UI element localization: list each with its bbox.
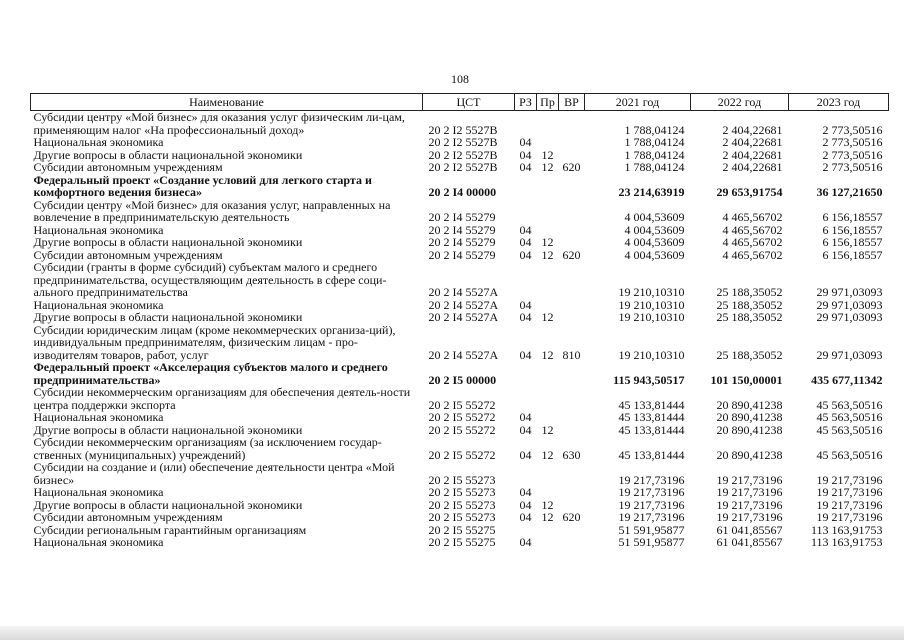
cell-name: Федеральный проект «Создание условий для легкого старта и комфортного ведения бизнеса» xyxy=(33,172,372,199)
cell-name: Субсидии юридическим лицам (кроме некоммерческих организа-ций), индивидуальным предпринимателям, физическим лицам - про-изводителям товаров, работ, услуг xyxy=(33,322,396,362)
cell-cst: 20 2 I5 55272 xyxy=(428,410,496,424)
cell-2023: 6 156,18557 xyxy=(822,235,883,249)
cell-pr xyxy=(537,174,559,199)
cell-name: Национальная экономика xyxy=(33,222,164,237)
cell-2022: 101 150,00001 xyxy=(710,372,783,387)
cell-2023: 19 217,73196 xyxy=(816,497,883,512)
header-cst: ЦСТ xyxy=(423,94,515,111)
budget-table-container xyxy=(30,93,888,549)
cell-2023: 113 163,91753 xyxy=(810,535,883,549)
cell-pr: 12 xyxy=(541,422,554,437)
cell-2022: 2 404,22681 xyxy=(722,147,783,162)
cell-cst: 20 2 I4 5527A xyxy=(428,285,499,299)
cell-2023: 45 563,50516 xyxy=(816,422,883,437)
cell-pr xyxy=(537,136,559,149)
scan-edge xyxy=(0,626,904,640)
cell-cst: 20 2 I4 55279 xyxy=(428,210,496,224)
cell-pr: 12 xyxy=(541,160,554,174)
cell-name: Субсидии автономным учреждениям xyxy=(33,160,223,174)
cell-2021: 51 591,95877 xyxy=(618,535,685,549)
cell-cst: 20 2 I5 55272 xyxy=(428,447,496,462)
cell-pr: 12 xyxy=(541,497,554,512)
cell-cst: 20 2 I5 55273 xyxy=(428,485,496,499)
header-2022: 2022 год xyxy=(691,94,789,111)
cell-rz: 04 xyxy=(519,497,532,512)
cell-2021: 4 004,53609 xyxy=(624,210,685,224)
header-pr: Пр xyxy=(537,94,559,111)
cell-cst: 20 2 I5 55275 xyxy=(428,522,496,537)
cell-2021: 1 788,04124 xyxy=(624,160,685,174)
cell-vr xyxy=(559,386,585,411)
cell-2021: 51 591,95877 xyxy=(618,522,685,537)
cell-2021: 1 788,04124 xyxy=(624,147,685,162)
cell-2021: 1 788,04124 xyxy=(624,122,685,137)
cell-cst: 20 2 I2 5527B xyxy=(428,135,498,149)
cell-pr xyxy=(537,111,559,137)
header-2023: 2023 год xyxy=(789,94,889,111)
cell-rz: 04 xyxy=(519,160,532,174)
cell-vr xyxy=(559,261,585,299)
cell-vr xyxy=(559,236,585,249)
cell-cst: 20 2 I4 55279 xyxy=(428,247,496,262)
cell-cst: 20 2 I2 5527B xyxy=(428,147,498,162)
cell-name: Субсидии центру «Мой бизнес» для оказания услуг, направленных на вовлечение в предпринимательскую деятельность xyxy=(33,197,391,224)
cell-pr: 12 xyxy=(541,347,554,362)
cell-vr xyxy=(559,536,585,549)
cell-2022: 2 404,22681 xyxy=(722,135,783,149)
cell-rz xyxy=(515,111,537,137)
cell-2022: 4 465,56702 xyxy=(722,247,783,262)
cell-cst: 20 2 I4 5527A xyxy=(428,310,499,324)
cell-rz: 04 xyxy=(519,347,532,362)
cell-name: Другие вопросы в области национальной экономики xyxy=(33,422,303,437)
cell-pr xyxy=(537,536,559,549)
cell-rz: 04 xyxy=(519,147,532,162)
cell-vr xyxy=(559,361,585,386)
cell-name: Другие вопросы в области национальной экономики xyxy=(33,310,303,324)
cell-name: Субсидии (гранты в форме субсидий) субъектам малого и среднего предпринимательства, осуществляющим деятельность в сфере соци-ального предпринимательства xyxy=(33,260,387,299)
cell-2022: 29 653,91754 xyxy=(716,185,783,199)
cell-rz xyxy=(515,361,537,386)
cell-2021: 19 210,10310 xyxy=(618,285,685,299)
cell-rz xyxy=(515,174,537,199)
cell-2022: 4 465,56702 xyxy=(722,235,783,249)
table-row xyxy=(31,111,889,137)
cell-name: Другие вопросы в области национальной экономики xyxy=(33,147,303,162)
cell-2023: 113 163,91753 xyxy=(810,522,883,537)
cell-name: Субсидии центру «Мой бизнес» для оказания услуг физическим ли-цам, применяющим налог «На профессиональный доход» xyxy=(33,110,405,137)
cell-2023: 2 773,50516 xyxy=(822,122,883,137)
cell-2023: 29 971,03093 xyxy=(816,297,883,312)
cell-vr xyxy=(559,111,585,137)
cell-vr: 630 xyxy=(562,447,581,462)
cell-2021: 19 210,10310 xyxy=(618,347,685,362)
cell-vr: 620 xyxy=(562,510,581,524)
cell-name: Национальная экономика xyxy=(33,135,164,149)
cell-vr xyxy=(559,136,585,149)
table-row xyxy=(31,386,889,411)
table-row xyxy=(31,311,889,324)
cell-2021: 19 217,73196 xyxy=(618,510,685,524)
cell-vr xyxy=(559,299,585,312)
cell-cst: 20 2 I5 55273 xyxy=(428,497,496,512)
cell-pr xyxy=(537,486,559,499)
cell-pr xyxy=(537,386,559,411)
cell-2021: 4 004,53609 xyxy=(624,235,685,249)
cell-rz: 04 xyxy=(519,535,532,549)
cell-pr: 12 xyxy=(541,247,554,262)
cell-2023: 45 563,50516 xyxy=(816,410,883,424)
cell-cst: 20 2 I2 5527B xyxy=(428,160,498,174)
cell-cst: 20 2 I4 55279 xyxy=(428,222,496,237)
cell-vr: 620 xyxy=(562,160,581,174)
cell-vr xyxy=(559,224,585,237)
table-row xyxy=(31,136,889,149)
cell-2022: 20 890,41238 xyxy=(716,410,783,424)
cell-2022: 20 890,41238 xyxy=(716,447,783,462)
cell-2022: 20 890,41238 xyxy=(716,422,783,437)
cell-rz: 04 xyxy=(519,135,532,149)
cell-2023: 19 217,73196 xyxy=(816,485,883,499)
cell-2021: 45 133,81444 xyxy=(618,422,685,437)
cell-cst: 20 2 I5 00000 xyxy=(428,372,497,387)
cell-rz xyxy=(515,386,537,411)
cell-cst: 20 2 I4 00000 xyxy=(428,185,497,199)
cell-2022: 25 188,35052 xyxy=(716,285,783,299)
cell-rz: 04 xyxy=(519,235,532,249)
cell-2021: 45 133,81444 xyxy=(618,447,685,462)
cell-name: Субсидии на создание и (или) обеспечение деятельности центра «Мой бизнес» xyxy=(33,460,395,487)
table-row xyxy=(31,199,889,224)
cell-2023: 6 156,18557 xyxy=(822,222,883,237)
cell-2022: 25 188,35052 xyxy=(716,347,783,362)
cell-pr: 12 xyxy=(541,447,554,462)
cell-2023: 2 773,50516 xyxy=(822,160,883,174)
cell-rz: 04 xyxy=(519,310,532,324)
cell-rz: 04 xyxy=(519,222,532,237)
cell-2022: 25 188,35052 xyxy=(716,297,783,312)
cell-2021: 4 004,53609 xyxy=(624,247,685,262)
cell-rz: 04 xyxy=(519,247,532,262)
cell-rz: 04 xyxy=(519,297,532,312)
cell-vr xyxy=(559,461,585,486)
table-row xyxy=(31,411,889,424)
cell-2023: 6 156,18557 xyxy=(822,210,883,224)
cell-pr: 12 xyxy=(541,235,554,249)
cell-rz: 04 xyxy=(519,410,532,424)
cell-cst: 20 2 I5 55275 xyxy=(428,535,496,549)
cell-pr: 12 xyxy=(541,147,554,162)
cell-cst: 20 2 I5 55272 xyxy=(428,397,496,412)
cell-2021: 45 133,81444 xyxy=(618,410,685,424)
cell-name: Другие вопросы в области национальной экономики xyxy=(33,235,303,249)
cell-2022: 19 217,73196 xyxy=(716,485,783,499)
cell-pr xyxy=(537,461,559,486)
cell-2022: 25 188,35052 xyxy=(716,310,783,324)
cell-2022: 2 404,22681 xyxy=(722,122,783,137)
cell-cst: 20 2 I5 55273 xyxy=(428,472,496,487)
cell-rz xyxy=(515,261,537,299)
cell-vr xyxy=(559,424,585,437)
table-row xyxy=(31,324,889,362)
cell-2021: 1 788,04124 xyxy=(624,135,685,149)
cell-2021: 19 210,10310 xyxy=(618,310,685,324)
cell-vr: 810 xyxy=(562,347,581,362)
cell-2023: 6 156,18557 xyxy=(822,247,883,262)
cell-2023: 45 563,50516 xyxy=(816,447,883,462)
cell-vr xyxy=(559,486,585,499)
cell-2023: 29 971,03093 xyxy=(816,310,883,324)
cell-pr xyxy=(537,199,559,224)
cell-2022: 61 041,85567 xyxy=(716,535,783,549)
header-rz: РЗ xyxy=(515,94,537,111)
cell-rz: 04 xyxy=(519,485,532,499)
table-row xyxy=(31,174,889,199)
cell-pr: 12 xyxy=(541,510,554,524)
cell-name: Субсидии автономным учреждениям xyxy=(33,510,223,524)
cell-vr xyxy=(559,311,585,324)
cell-vr xyxy=(559,199,585,224)
table-row xyxy=(31,236,889,249)
table-row xyxy=(31,511,889,524)
cell-rz: 04 xyxy=(519,510,532,524)
cell-2022: 2 404,22681 xyxy=(722,160,783,174)
cell-name: Субсидии автономным учреждениям xyxy=(33,247,223,262)
cell-cst: 20 2 I4 55279 xyxy=(428,235,496,249)
cell-pr xyxy=(537,524,559,537)
cell-2021: 19 217,73196 xyxy=(618,497,685,512)
cell-vr: 620 xyxy=(562,247,581,262)
table-header-row xyxy=(31,94,889,111)
cell-2021: 19 210,10310 xyxy=(618,297,685,312)
cell-2022: 19 217,73196 xyxy=(716,497,783,512)
cell-name: Федеральный проект «Акселерация субъектов малого и среднего предпринимательства» xyxy=(33,360,388,387)
cell-rz: 04 xyxy=(519,422,532,437)
cell-2022: 61 041,85567 xyxy=(716,522,783,537)
cell-pr: 12 xyxy=(541,310,554,324)
cell-2023: 2 773,50516 xyxy=(822,147,883,162)
cell-vr xyxy=(559,411,585,424)
cell-name: Национальная экономика xyxy=(33,485,164,499)
cell-rz xyxy=(515,199,537,224)
cell-2023: 2 773,50516 xyxy=(822,135,883,149)
cell-vr xyxy=(559,174,585,199)
cell-pr xyxy=(537,261,559,299)
cell-2021: 19 217,73196 xyxy=(618,472,685,487)
table-body xyxy=(31,111,889,549)
cell-vr xyxy=(559,524,585,537)
cell-2021: 4 004,53609 xyxy=(624,222,685,237)
cell-2022: 19 217,73196 xyxy=(716,510,783,524)
cell-2023: 29 971,03093 xyxy=(816,347,883,362)
table-row xyxy=(31,486,889,499)
header-2021: 2021 год xyxy=(585,94,691,111)
cell-name: Другие вопросы в области национальной экономики xyxy=(33,497,303,512)
cell-name: Национальная экономика xyxy=(33,297,164,312)
cell-cst: 20 2 I4 5527A xyxy=(428,297,499,312)
cell-2023: 19 217,73196 xyxy=(816,472,883,487)
cell-2022: 4 465,56702 xyxy=(722,222,783,237)
cell-name: Субсидии некоммерческим организациям (за исключением государ-ственных (муниципальных) учреждений) xyxy=(33,435,382,462)
budget-table xyxy=(30,93,889,549)
table-row xyxy=(31,536,889,549)
cell-cst: 20 2 I5 55272 xyxy=(428,422,496,437)
table-row xyxy=(31,261,889,299)
cell-pr xyxy=(537,361,559,386)
cell-2023: 29 971,03093 xyxy=(816,285,883,299)
cell-2021: 115 943,50517 xyxy=(613,372,685,387)
cell-2021: 45 133,81444 xyxy=(618,397,685,412)
cell-2021: 19 217,73196 xyxy=(618,485,685,499)
cell-name: Субсидии некоммерческим организациям для обеспечения деятель-ности центра поддержки экспорта xyxy=(33,385,411,412)
table-row xyxy=(31,461,889,486)
cell-pr xyxy=(537,411,559,424)
header-vr: ВР xyxy=(559,94,585,111)
cell-2022: 4 465,56702 xyxy=(722,210,783,224)
cell-name: Субсидии региональным гарантийным организациям xyxy=(33,522,307,537)
cell-2023: 19 217,73196 xyxy=(816,510,883,524)
cell-2022: 19 217,73196 xyxy=(716,472,783,487)
cell-cst: 20 2 I5 55273 xyxy=(428,510,496,524)
table-row xyxy=(31,436,889,461)
cell-rz xyxy=(515,461,537,486)
page-number: 108 xyxy=(451,72,469,86)
cell-name: Национальная экономика xyxy=(33,410,164,424)
cell-2023: 36 127,21650 xyxy=(816,185,883,199)
header-name: Наименование xyxy=(31,94,423,111)
table-row xyxy=(31,161,889,174)
table-row xyxy=(31,361,889,386)
cell-2021: 23 214,63919 xyxy=(618,185,685,199)
cell-cst: 20 2 I2 5527B xyxy=(428,122,498,137)
cell-cst: 20 2 I4 5527A xyxy=(428,347,499,362)
cell-2023: 45 563,50516 xyxy=(816,397,883,412)
cell-2022: 20 890,41238 xyxy=(716,397,783,412)
cell-rz: 04 xyxy=(519,447,532,462)
cell-name: Национальная экономика xyxy=(33,535,164,549)
cell-2023: 435 677,11342 xyxy=(811,372,883,387)
